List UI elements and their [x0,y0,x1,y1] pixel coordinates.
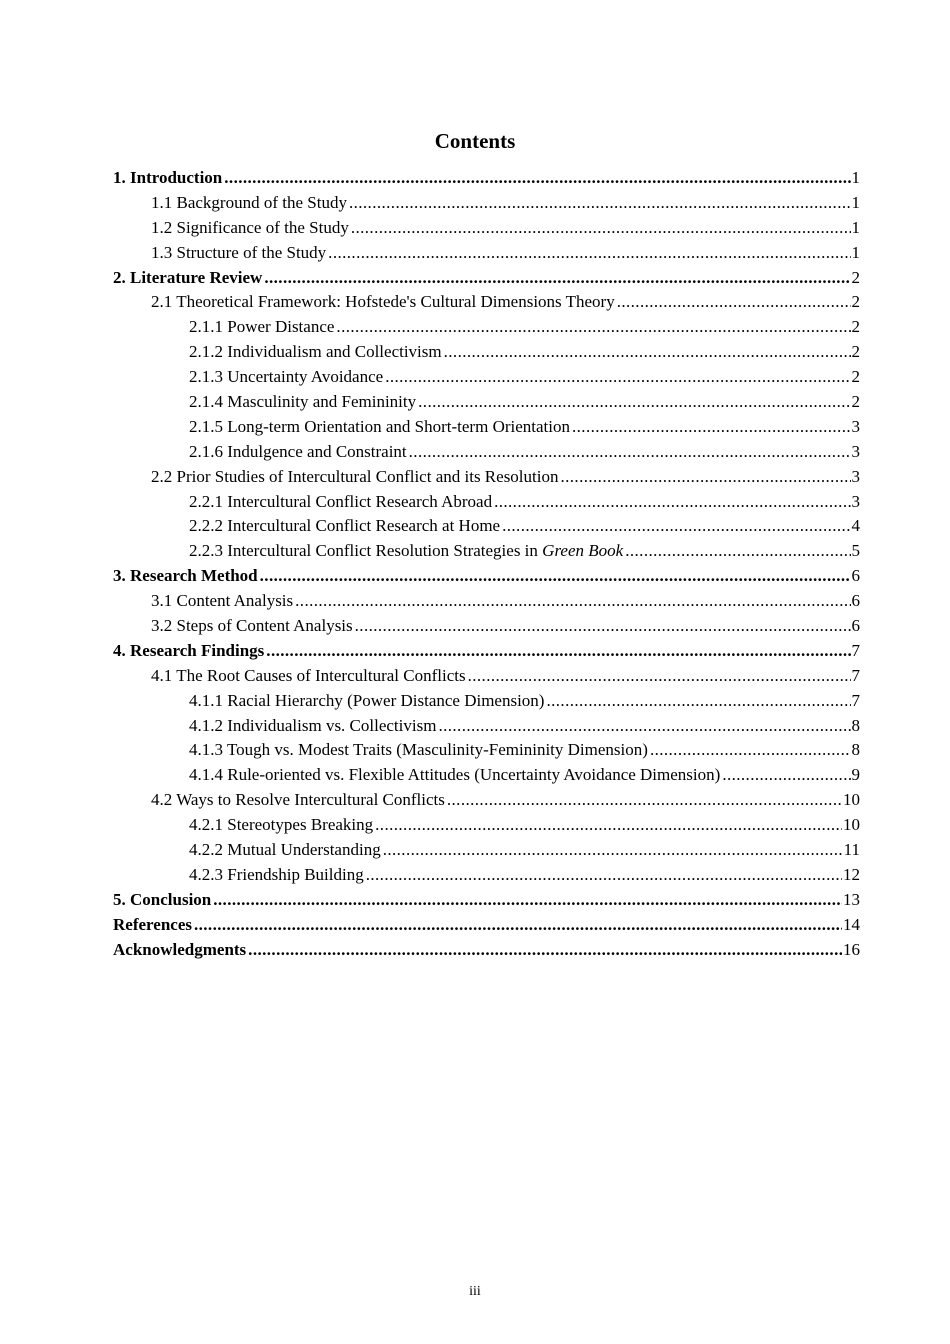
toc-entry-title [113,888,213,913]
toc-entry[interactable] [113,564,860,589]
toc-entry-page: 9 [851,765,860,785]
toc-entry[interactable] [113,539,860,564]
dot-leader [468,664,851,689]
toc-entry-text: Acknowledgments [113,939,247,959]
toc-entry-page: 2 [851,392,860,412]
toc-entry-text: 1.1 Background of the Study [151,192,347,212]
toc-entry-title [189,415,572,440]
dot-leader [494,490,850,515]
dot-leader [572,415,851,440]
toc-entry-text: 2.1 Theoretical Framework: Hofstede's Cultural Dimensions Theory [151,292,615,312]
toc-entry-page: 7 [851,640,860,660]
toc-entry-text: 1. Introduction [113,168,223,187]
dot-leader [438,714,850,739]
dot-leader [502,514,850,539]
dot-leader [418,390,850,415]
toc-entry[interactable] [113,639,860,664]
toc-entry-title [189,340,444,365]
toc-entry[interactable] [113,315,860,340]
toc-entry-page: 2 [851,317,860,337]
toc-entry[interactable] [113,938,860,963]
toc-entry[interactable] [113,689,860,714]
toc-entry[interactable] [113,241,860,266]
dot-leader [266,639,850,664]
toc-entry[interactable] [113,888,860,913]
toc-entry-page: 1 [851,242,860,262]
dot-leader [409,440,851,465]
toc-entry-title [189,440,409,465]
toc-entry-text: 4. Research Findings [113,640,265,660]
toc-entry-page: 1 [851,168,860,187]
toc-entry[interactable] [113,614,860,639]
toc-entry-text: 5. Conclusion [113,889,212,909]
toc-entry-page: 10 [843,790,860,810]
toc-entry-page: 3 [851,441,860,461]
dot-leader [625,539,850,564]
dot-leader [546,689,850,714]
toc-entry[interactable] [113,166,860,191]
toc-entry[interactable] [113,738,860,763]
toc-entry-page: 10 [843,815,860,835]
table-of-contents [113,166,860,963]
toc-entry-title [113,913,194,938]
toc-entry-title [189,390,418,415]
toc-entry-text: 2.2.2 Intercultural Conflict Research at Home [189,516,501,536]
dot-leader [650,738,851,763]
page-title: Contents [434,129,516,153]
toc-entry-title [189,714,438,739]
dot-leader [560,465,850,490]
toc-entry-title [189,838,383,863]
toc-entry-page: 6 [851,616,860,636]
toc-entry-title [151,241,328,266]
toc-entry-title [189,514,502,539]
toc-entry[interactable] [113,490,860,515]
toc-entry-title [151,216,351,241]
toc-entry-title [151,664,468,689]
toc-entry-text: 4.1 The Root Causes of Intercultural Conflicts [151,665,466,685]
toc-entry-text: References [113,914,192,934]
toc-entry[interactable] [113,216,860,241]
toc-entry-title [151,788,447,813]
toc-entry-title [189,365,385,390]
dot-leader [260,564,851,589]
toc-entry-text: 4.1.4 Rule-oriented vs. Flexible Attitudes (Uncertainty Avoidance Dimension) [189,765,721,785]
toc-entry-text: 2.1.6 Indulgence and Constraint [189,441,407,461]
toc-entry-page: 12 [843,864,860,884]
toc-entry-page: 2 [851,342,860,362]
toc-entry-text: 2.1.5 Long-term Orientation and Short-term Orientation [189,416,570,436]
dot-leader [351,216,851,241]
toc-entry-page: 13 [843,889,860,909]
toc-entry-page: 14 [843,914,860,934]
toc-entry-page: 7 [851,665,860,685]
toc-entry-page: 3 [851,466,860,486]
toc-entry-page: 16 [843,939,860,959]
toc-entry-title [189,315,336,340]
page-number: iii [469,1284,481,1299]
toc-entry-title [113,938,248,963]
toc-entry-page: 8 [851,715,860,735]
dot-leader [213,888,842,913]
dot-leader [366,863,842,888]
toc-entry-text: 2. Literature Review [113,267,263,287]
toc-entry[interactable] [113,664,860,689]
dot-leader [375,813,842,838]
toc-entry-text: 1.2 Significance of the Study [151,217,349,237]
toc-entry-page: 3 [851,416,860,436]
toc-entry-title [151,614,355,639]
toc-entry[interactable] [113,913,860,938]
toc-entry-text: 2.1.2 Individualism and Collectivism [189,342,442,362]
dot-leader [617,290,851,315]
toc-entry-title [113,564,260,589]
toc-entry-text: 3.1 Content Analysis [151,591,294,611]
toc-entry-text: 4.1.2 Individualism vs. Collectivism [189,715,437,735]
toc-entry[interactable] [113,813,860,838]
toc-entry-title [189,490,494,515]
toc-entry-text: 4.1.1 Racial Hierarchy (Power Distance Dimension) [189,690,545,710]
dot-leader [248,938,842,963]
dot-leader [447,788,842,813]
toc-entry[interactable] [113,863,860,888]
toc-entry-title [113,166,224,191]
toc-entry[interactable] [113,191,860,216]
toc-entry-text: 2.1.1 Power Distance [189,317,335,337]
toc-entry-page: 1 [851,192,860,212]
toc-entry-page: 4 [851,516,860,536]
toc-entry-title [189,689,546,714]
toc-entry[interactable] [113,290,860,315]
toc-entry-text: 4.2 Ways to Resolve Intercultural Conflicts [151,790,445,810]
toc-entry-title [189,539,625,564]
toc-entry-page: 1 [851,217,860,237]
toc-entry[interactable] [113,714,860,739]
toc-entry-title [151,191,349,216]
dot-leader [385,365,850,390]
toc-entry-title [189,813,375,838]
toc-entry-title [151,465,560,490]
toc-entry-text: 3. Research Method [113,566,258,586]
toc-entry[interactable] [113,340,860,365]
toc-entry-page: 11 [843,840,860,860]
toc-entry-title [189,738,650,763]
dot-leader [264,266,850,291]
toc-entry-text: 4.1.3 Tough vs. Modest Traits (Masculinity-Femininity Dimension) [189,740,648,760]
toc-entry-text: 2.2.1 Intercultural Conflict Research Abroad [189,491,493,511]
toc-entry[interactable] [113,365,860,390]
dot-leader [224,166,850,191]
dot-leader [328,241,850,266]
dot-leader [444,340,851,365]
toc-entry[interactable] [113,838,860,863]
toc-entry-text: 3.2 Steps of Content Analysis [151,616,353,636]
toc-entry-page: 2 [851,367,860,387]
toc-entry-text: 2.2 Prior Studies of Intercultural Conflict and its Resolution [151,466,559,486]
toc-entry-text: 4.2.1 Stereotypes Breaking [189,815,374,835]
toc-entry-page: 2 [851,267,860,287]
toc-entry-title [189,763,722,788]
toc-entry[interactable] [113,266,860,291]
toc-entry-text: 2.1.4 Masculinity and Femininity [189,392,417,412]
toc-entry-page: 6 [851,591,860,611]
toc-entry-page: 5 [851,541,860,561]
toc-entry[interactable] [113,440,860,465]
toc-entry-text: 2.2.3 Intercultural Conflict Resolution Strategies in [189,541,543,561]
dot-leader [295,589,850,614]
toc-entry-title [151,589,295,614]
toc-entry-text: 4.2.2 Mutual Understanding [189,840,381,860]
toc-entry-title [151,290,617,315]
toc-entry[interactable] [113,390,860,415]
toc-entry-title [113,266,264,291]
dot-leader [383,838,843,863]
dot-leader [722,763,850,788]
toc-entry[interactable] [113,763,860,788]
toc-entry-page: 3 [851,491,860,511]
dot-leader [349,191,851,216]
toc-entry-text: 1.3 Structure of the Study [151,242,327,262]
dot-leader [194,913,842,938]
toc-entry-page: 6 [851,566,860,586]
toc-entry-text: 4.2.3 Friendship Building [189,864,364,884]
toc-entry[interactable] [113,788,860,813]
toc-entry-page: 8 [851,740,860,760]
toc-entry-page: 2 [851,292,860,312]
toc-entry-page: 7 [851,690,860,710]
toc-entry-italic-title: Green Book [542,541,624,561]
toc-entry-text: 2.1.3 Uncertainty Avoidance [189,367,384,387]
toc-entry-title [189,863,366,888]
toc-entry[interactable] [113,465,860,490]
toc-entry[interactable] [113,589,860,614]
toc-entry[interactable] [113,514,860,539]
toc-entry-title [113,639,266,664]
dot-leader [336,315,850,340]
toc-entry[interactable] [113,415,860,440]
dot-leader [355,614,851,639]
